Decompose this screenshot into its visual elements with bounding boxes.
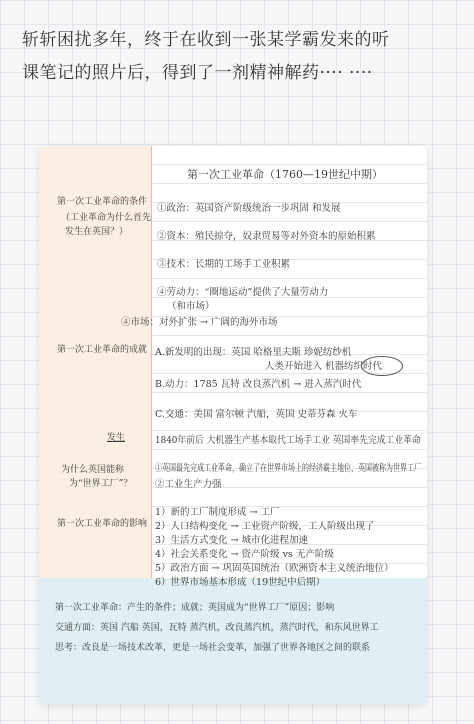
cue-world-factory-1: 为什么英国能称: [61, 465, 125, 475]
summary-line-1: 第一次工业革命：产生的条件；成就；英国成为“世界工厂”原因；影响: [55, 603, 335, 613]
summary-line-3: 思考：改良是一场技术改革，更是一场社会变革，加强了世界各地区之间的联系: [55, 643, 371, 653]
note-impact-4: 4）社会关系变化 → 资产阶级 vs 无产阶级: [155, 549, 334, 560]
notes-photo: [39, 146, 427, 704]
note-machine-era: 人类开始进入 机器纺织时代: [265, 361, 383, 372]
note-power: B.动力：1785 瓦特 改良蒸汽机 → 进入蒸汽时代: [155, 379, 362, 390]
note-labor: ④劳动力：“圈地运动”提供了大量劳动力: [157, 287, 329, 298]
note-productivity: ②工业生产力强: [155, 479, 222, 490]
cue-impact: 第一次工业革命的影响: [57, 519, 148, 529]
note-completion: 1840年前后 大机器生产基本取代工场手工业 英国率先完成工业革命: [155, 435, 421, 446]
notes-title: 第一次工业革命（1760—19世纪中期）: [187, 168, 383, 181]
note-impact-6: 6）世界市场基本形成（19世纪中后期）: [155, 577, 326, 588]
caption-line-1: 斩斩困扰多年，终于在收到一张某学霸发来的听: [22, 30, 390, 50]
note-invention: A.新发明的出现：英国 哈格里夫斯 珍妮纺纱机: [155, 347, 352, 358]
note-market: ④市场：对外扩张 → 广阔的海外市场: [121, 317, 278, 328]
notes-body: [39, 146, 427, 578]
note-impact-3: 3）生活方式变化 → 城市化进程加速: [155, 535, 309, 546]
summary-section: [39, 578, 427, 704]
cue-conditions-q2: 发生在英国？）: [65, 227, 129, 237]
circle-mark: [361, 356, 403, 376]
note-technology: ③技术：长期的工场手工业积累: [157, 259, 291, 270]
cue-achievements: 第一次工业革命的成就: [57, 345, 148, 355]
cue-conditions-q1: （工业革命为什么首先: [61, 213, 152, 223]
note-impact-5: 5）政治方面 → 巩固英国统治（欧洲资本主义统治地位）: [155, 563, 394, 574]
note-capital: ②资本：殖民掠夺，奴隶贸易等对外资本的原始积累: [157, 231, 376, 242]
note-world-factory: ①英国最先完成工业革命，确立了在世界市场上的经济霸主地位，英国被称为世界工厂: [155, 463, 422, 474]
note-impact-1: 1）新的工厂制度形成 → 工厂: [155, 507, 280, 518]
caption-line-2: 课笔记的照片后，得到了一剂精神解药···· ····: [22, 63, 373, 83]
note-labor-market: （和市场）: [167, 301, 215, 312]
caption: [22, 24, 452, 90]
note-impact-2: 2）人口结构变化 → 工业资产阶级，工人阶级出现了: [155, 521, 375, 532]
cue-conditions: 第一次工业革命的条件: [57, 197, 148, 207]
note-transport: C.交通：美国 富尔顿 汽船，英国 史蒂芬森 火车: [155, 409, 358, 420]
note-politics: ①政治：英国资产阶级统治一步巩固 和发展: [157, 203, 341, 214]
summary-line-2: 交通方面：英国 汽船 英国，瓦特 蒸汽机，改良蒸汽机，蒸汽时代，和东风世界工: [55, 623, 379, 633]
cue-column: [39, 146, 151, 578]
cue-occurrence: 发生: [107, 433, 126, 443]
cue-world-factory-2: 为“世界工厂”？: [69, 479, 133, 489]
